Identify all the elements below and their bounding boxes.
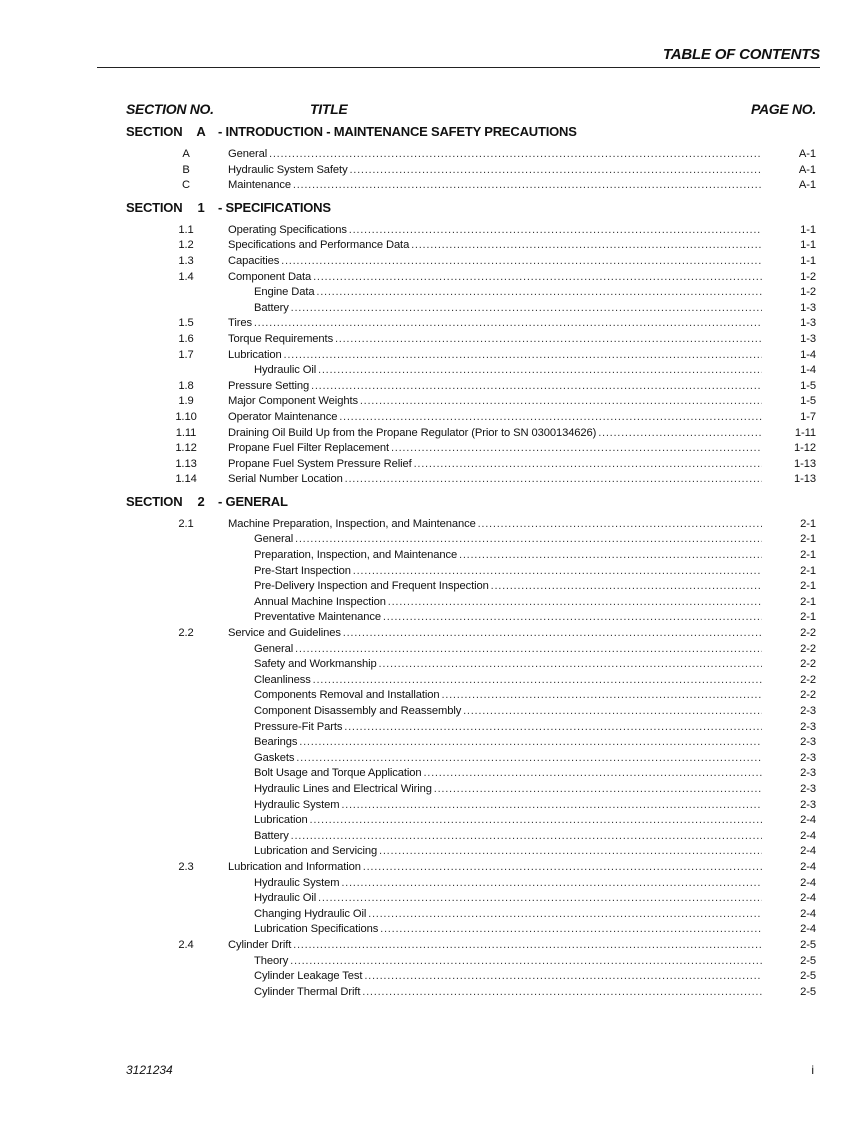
entry-title: Theory . . . xyxy=(254,954,762,970)
entry-title: Cylinder Leakage Test . . . xyxy=(254,969,762,985)
entry-title: General . . . xyxy=(254,532,762,548)
toc-entry[interactable] xyxy=(0,178,866,194)
table-of-contents xyxy=(0,124,866,1000)
toc-entry[interactable] xyxy=(0,704,866,720)
section-heading xyxy=(0,200,866,216)
entry-number: 1.5 xyxy=(178,317,194,330)
entry-page: 2-1 xyxy=(800,595,816,608)
entry-title: Preparation, Inspection, and Maintenance . . . xyxy=(254,548,762,564)
toc-entry[interactable] xyxy=(0,673,866,689)
title-heading: TITLE xyxy=(310,101,348,117)
entry-page: 1-7 xyxy=(800,410,816,423)
entry-page: 1-4 xyxy=(800,348,816,361)
page-number: i xyxy=(811,1063,814,1077)
entry-number: 1.8 xyxy=(178,379,194,392)
entry-page: 2-3 xyxy=(800,782,816,795)
toc-entry[interactable] xyxy=(0,907,866,923)
toc-entry[interactable] xyxy=(0,348,866,364)
entry-page: 2-4 xyxy=(800,829,816,842)
entry-title: Lubrication Specifications . . . xyxy=(254,922,762,938)
toc-entry[interactable] xyxy=(0,517,866,533)
entry-title: Lubrication . . . xyxy=(228,348,762,364)
entry-number: 1.4 xyxy=(178,270,194,283)
entry-page: 2-3 xyxy=(800,705,816,717)
entry-page: 1-12 xyxy=(794,442,816,455)
entry-number: 1.6 xyxy=(178,332,194,345)
toc-entry[interactable] xyxy=(0,642,866,658)
toc-entry[interactable] xyxy=(0,735,866,751)
entry-title: Pressure Setting . . . xyxy=(228,379,762,395)
entry-number: 1.10 xyxy=(175,410,197,423)
entry-page: 2-1 xyxy=(800,564,816,577)
entry-page: 2-4 xyxy=(800,923,816,936)
entry-page: 2-4 xyxy=(800,907,816,920)
section-title: - GENERAL xyxy=(218,493,288,509)
entry-page: 2-5 xyxy=(800,985,816,998)
toc-entry[interactable] xyxy=(0,860,866,876)
entry-number: 2.3 xyxy=(178,860,194,873)
entry-page: 2-1 xyxy=(800,580,816,593)
entry-title: Component Disassembly and Reassembly . . . xyxy=(254,704,762,720)
entry-number: 1.13 xyxy=(175,457,197,470)
entry-title: Lubrication and Information . . . xyxy=(228,860,762,876)
toc-entry[interactable] xyxy=(0,844,866,860)
entry-page: 2-4 xyxy=(800,876,816,889)
entry-page: 2-1 xyxy=(800,611,816,624)
toc-entry[interactable] xyxy=(0,147,866,163)
entry-page: A-1 xyxy=(798,148,816,160)
entry-page: 2-4 xyxy=(800,860,816,873)
entry-page: 2-5 xyxy=(800,938,816,951)
toc-entry[interactable] xyxy=(0,891,866,907)
entry-number: 1.9 xyxy=(178,395,194,408)
entry-page: 2-2 xyxy=(800,627,816,640)
toc-entry[interactable] xyxy=(0,751,866,767)
toc-entry[interactable] xyxy=(0,238,866,254)
toc-entry[interactable] xyxy=(0,301,866,317)
entry-title: Cleanliness . . . xyxy=(254,673,762,689)
entry-title: Pre-Delivery Inspection and Frequent Inspection . . . xyxy=(254,579,762,595)
entry-page: 1-5 xyxy=(800,379,816,392)
entry-page: 2-4 xyxy=(800,814,816,827)
entry-title: Lubrication and Servicing . . . xyxy=(254,844,762,860)
toc-entry[interactable] xyxy=(0,969,866,985)
toc-entry[interactable] xyxy=(0,595,866,611)
toc-entry[interactable] xyxy=(0,394,866,410)
entry-number: A xyxy=(182,148,190,160)
toc-entry[interactable] xyxy=(0,410,866,426)
toc-entry[interactable] xyxy=(0,285,866,301)
toc-entry[interactable] xyxy=(0,223,866,239)
entry-title: Hydraulic System . . . xyxy=(254,876,762,892)
entry-page: 1-3 xyxy=(800,332,816,345)
entry-title: Torque Requirements . . . xyxy=(228,332,762,348)
column-headings xyxy=(0,101,866,121)
toc-entry[interactable] xyxy=(0,316,866,332)
header-divider xyxy=(97,67,820,68)
entry-page: 2-1 xyxy=(800,533,816,546)
entry-title: Operating Specifications . . . xyxy=(228,223,762,239)
entry-title: Hydraulic Oil . . . xyxy=(254,891,762,907)
toc-entry[interactable] xyxy=(0,922,866,938)
toc-entry[interactable] xyxy=(0,938,866,954)
toc-entry[interactable] xyxy=(0,766,866,782)
toc-entry[interactable] xyxy=(0,254,866,270)
entry-number: 1.12 xyxy=(175,442,197,455)
entry-page: 1-1 xyxy=(800,254,816,267)
entry-page: A-1 xyxy=(798,179,816,192)
entry-title: Draining Oil Build Up from the Propane Regulator (Prior to SN 0300134626) . . . xyxy=(228,426,762,442)
entry-page: 1-2 xyxy=(800,270,816,283)
entry-title: Components Removal and Installation . . . xyxy=(254,688,762,704)
entry-title: Pressure-Fit Parts . . . xyxy=(254,720,762,736)
toc-entry[interactable] xyxy=(0,876,866,892)
toc-entry[interactable] xyxy=(0,426,866,442)
entry-title: Service and Guidelines . . . xyxy=(228,626,762,642)
entry-title: Major Component Weights . . . xyxy=(228,394,762,410)
section-no-heading: SECTION NO. xyxy=(126,101,214,117)
entry-number: B xyxy=(182,163,190,176)
section-number: A xyxy=(196,124,206,139)
entry-title: Machine Preparation, Inspection, and Maintenance . . . xyxy=(228,517,762,533)
page-header-title: TABLE OF CONTENTS xyxy=(662,46,820,63)
entry-page: 1-2 xyxy=(800,286,816,299)
entry-page: A-1 xyxy=(798,163,816,176)
toc-entry[interactable] xyxy=(0,813,866,829)
entry-title: Tires . . . xyxy=(228,316,762,332)
entry-page: 2-2 xyxy=(800,673,816,686)
toc-entry[interactable] xyxy=(0,579,866,595)
toc-entry[interactable] xyxy=(0,163,866,179)
toc-entry[interactable] xyxy=(0,472,866,488)
entry-page: 1-3 xyxy=(800,317,816,330)
entry-page: 2-5 xyxy=(800,954,816,967)
entry-number: C xyxy=(182,179,190,192)
toc-entry[interactable] xyxy=(0,782,866,798)
entry-page: 1-3 xyxy=(800,301,816,314)
entry-page: 1-11 xyxy=(794,426,816,439)
entry-title: Gaskets . . . xyxy=(254,751,762,767)
section-label: SECTION xyxy=(126,493,183,509)
toc-entry[interactable] xyxy=(0,332,866,348)
toc-entry[interactable] xyxy=(0,441,866,457)
section-number: 1 xyxy=(197,199,205,215)
section-heading xyxy=(0,124,866,140)
entry-title: Battery . . . xyxy=(254,829,762,845)
toc-entry[interactable] xyxy=(0,457,866,473)
entry-page: 1-13 xyxy=(794,457,816,470)
entry-title: Specifications and Performance Data . . . xyxy=(228,238,762,254)
toc-entry[interactable] xyxy=(0,548,866,564)
entry-number: 1.3 xyxy=(178,254,194,267)
section-number: 2 xyxy=(197,493,205,509)
toc-entry[interactable] xyxy=(0,532,866,548)
toc-entry[interactable] xyxy=(0,954,866,970)
toc-entry[interactable] xyxy=(0,798,866,814)
entry-title: Safety and Workmanship . . . xyxy=(254,657,762,673)
entry-title: General . . . xyxy=(228,147,762,163)
entry-title: Cylinder Thermal Drift . . . xyxy=(254,985,762,1001)
entry-number: 1.11 xyxy=(175,426,197,439)
entry-number: 2.4 xyxy=(178,938,194,951)
entry-title: Lubrication . . . xyxy=(254,813,762,829)
document-number: 3121234 xyxy=(126,1063,173,1077)
toc-entry[interactable] xyxy=(0,610,866,626)
entry-title: Operator Maintenance . . . xyxy=(228,410,762,426)
entry-page: 1-1 xyxy=(800,223,816,236)
entry-title: Propane Fuel System Pressure Relief . . . xyxy=(228,457,762,473)
entry-title: Cylinder Drift . . . xyxy=(228,938,762,954)
entry-title: Changing Hydraulic Oil . . . xyxy=(254,907,762,923)
entry-page: 2-2 xyxy=(800,689,816,702)
entry-page: 2-3 xyxy=(800,798,816,811)
entry-number: 1.2 xyxy=(178,239,194,252)
entry-title: Serial Number Location . . . xyxy=(228,472,762,488)
entry-title: Bolt Usage and Torque Application . . . xyxy=(254,766,762,782)
toc-entry[interactable] xyxy=(0,657,866,673)
entry-title: Maintenance . . . xyxy=(228,178,762,194)
entry-page: 1-1 xyxy=(800,239,816,252)
entry-page: 2-3 xyxy=(800,736,816,749)
entry-page: 2-3 xyxy=(800,751,816,764)
entry-title: General . . . xyxy=(254,642,762,658)
entry-title: Component Data . . . xyxy=(228,270,762,286)
section-title: - SPECIFICATIONS xyxy=(218,199,331,215)
entry-title: Preventative Maintenance . . . xyxy=(254,610,762,626)
entry-title: Bearings . . . xyxy=(254,735,762,751)
section-label: SECTION xyxy=(126,199,183,215)
entry-number: 2.1 xyxy=(178,517,194,530)
entry-page: 2-1 xyxy=(800,549,816,562)
entry-page: 2-1 xyxy=(800,517,816,530)
entry-page: 2-5 xyxy=(800,970,816,983)
entry-title: Hydraulic Lines and Electrical Wiring . . . xyxy=(254,782,762,798)
entry-page: 2-4 xyxy=(800,845,816,858)
entry-number: 2.2 xyxy=(178,627,194,640)
entry-title: Hydraulic System . . . xyxy=(254,798,762,814)
toc-entry[interactable] xyxy=(0,379,866,395)
entry-page: 2-2 xyxy=(800,642,816,655)
section-label: SECTION xyxy=(126,124,183,139)
toc-entry[interactable] xyxy=(0,626,866,642)
toc-entry[interactable] xyxy=(0,829,866,845)
toc-entry[interactable] xyxy=(0,985,866,1001)
toc-entry[interactable] xyxy=(0,270,866,286)
entry-page: 1-13 xyxy=(794,473,816,486)
entry-title: Engine Data . . . xyxy=(254,285,762,301)
section-heading xyxy=(0,494,866,510)
entry-title: Hydraulic Oil . . . xyxy=(254,363,762,379)
entry-title: Annual Machine Inspection . . . xyxy=(254,595,762,611)
toc-entry[interactable] xyxy=(0,688,866,704)
entry-page: 2-3 xyxy=(800,767,816,780)
entry-title: Battery . . . xyxy=(254,301,762,317)
entry-page: 1-5 xyxy=(800,395,816,408)
toc-entry[interactable] xyxy=(0,363,866,379)
entry-number: 1.1 xyxy=(178,223,194,236)
entry-page: 2-3 xyxy=(800,720,816,733)
entry-number: 1.14 xyxy=(175,473,197,486)
toc-entry[interactable] xyxy=(0,720,866,736)
toc-entry[interactable] xyxy=(0,564,866,580)
section-title: - INTRODUCTION - MAINTENANCE SAFETY PRECAUTIONS xyxy=(218,124,577,139)
entry-page: 2-4 xyxy=(800,892,816,905)
entry-number: 1.7 xyxy=(178,348,194,361)
entry-title: Propane Fuel Filter Replacement . . . xyxy=(228,441,762,457)
entry-page: 2-2 xyxy=(800,658,816,671)
entry-page: 1-4 xyxy=(800,364,816,377)
entry-title: Pre-Start Inspection . . . xyxy=(254,564,762,580)
page-no-heading: PAGE NO. xyxy=(750,101,816,117)
entry-title: Hydraulic System Safety . . . xyxy=(228,163,762,179)
entry-title: Capacities . . . xyxy=(228,254,762,270)
